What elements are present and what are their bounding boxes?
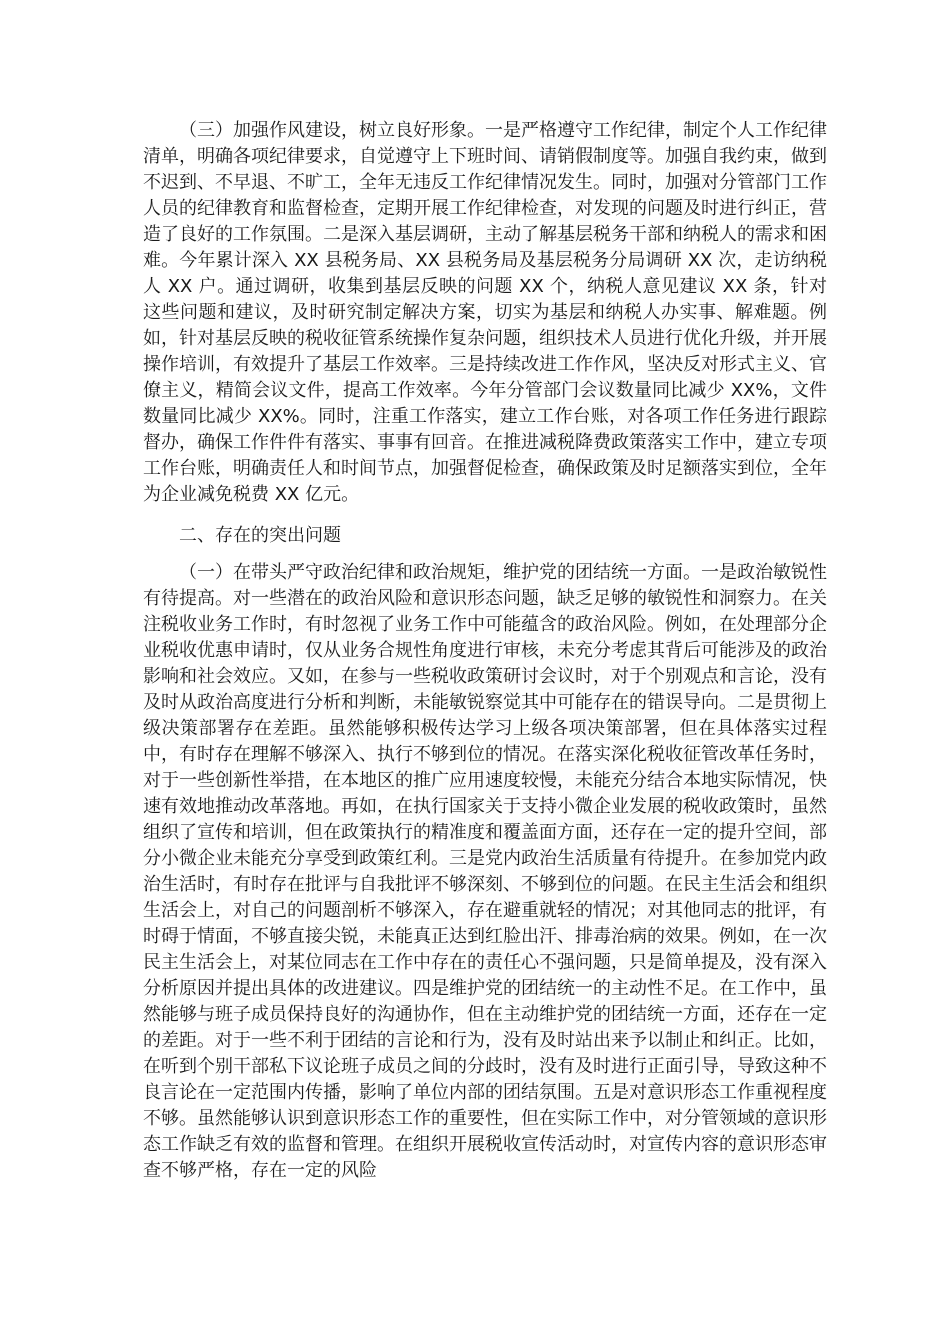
body-paragraph-work-style: （三）加强作风建设，树立良好形象。一是严格遵守工作纪律，制定个人工作纪律清单，明确各项纪律要求，自觉遵守上下班时间、请销假制度等。加强自我约束，做到不迟到、不早退、不旷工，全年无违反工作纪律情况发生。同时，加强对分管部门工作人员的纪律教育和监督检查，定期开展工作纪律检查，对发现的问题及时进行纠正，营造了良好的工作氛围。二是深入基层调研，主动了解基层税务干部和纳税人的需求和困难。今年累计深入 XX 县税务局、XX 县税务局及基层税务分局调研 XX 次，走访纳税人 XX 户。通过调研，收集到基层反映的问题 XX 个，纳税人意见建议 XX 条，针对这些问题和建议，及时研究制定解决方案，切实为基层和纳税人办实事、解难题。例如，针对基层反映的税收征管系统操作复杂问题，组织技术人员进行优化升级，并开展操作培训，有效提升了基层工作效率。三是持续改进工作作风，坚决反对形式主义、官僚主义，精简会议文件，提高工作效率。今年分管部门会议数量同比减少 XX%，文件数量同比减少 XX%。同时，注重工作落实，建立工作台账，对各项工作任务进行跟踪督办，确保工作件件有落实、事事有回音。在推进减税降费政策落实工作中，建立专项工作台账，明确责任人和时间节点，加强督促检查，确保政策及时足额落实到位，全年为企业减免税费 XX 亿元。 — [143, 120, 827, 505]
document-body — [143, 118, 827, 1184]
body-paragraph-political-discipline: （一）在带头严守政治纪律和政治规矩，维护党的团结统一方面。一是政治敏锐性有待提高。对一些潜在的政治风险和意识形态问题，缺乏足够的敏锐性和洞察力。在关注税收业务工作时，有时忽视了业务工作中可能蕴含的政治风险。例如，在处理部分企业税收优惠申请时，仅从业务合规性角度进行审核，未充分考虑其背后可能涉及的政治影响和社会效应。又如，在参与一些税收政策研讨会议时，对于个别观点和言论，没有及时从政治高度进行分析和判断，未能敏锐察觉其中可能存在的错误导向。二是贯彻上级决策部署存在差距。虽然能够积极传达学习上级各项决策部署，但在具体落实过程中，有时存在理解不够深入、执行不够到位的情况。在落实深化税收征管改革任务时，对于一些创新性举措，在本地区的推广应用速度较慢，未能充分结合本地实际情况，快速有效地推动改革落地。再如，在执行国家关于支持小微企业发展的税收政策时，虽然组织了宣传和培训，但在政策执行的精准度和覆盖面方面，还存在一定的提升空间，部分小微企业未能充分享受到政策红利。三是党内政治生活质量有待提升。在参加党内政治生活时，有时存在批评与自我批评不够深刻、不够到位的问题。在民主生活会和组织生活会上，对自己的问题剖析不够深入，存在避重就轻的情况；对其他同志的批评，有时碍于情面，不够直接尖锐，未能真正达到红脸出汗、排毒治病的效果。例如，在一次民主生活会上，对某位同志在工作中存在的责任心不强问题，只是简单提及，没有深入分析原因并提出具体的改进建议。四是维护党的团结统一的主动性不足。在工作中，虽然能够与班子成员保持良好的沟通协作，但在主动维护党的团结统一方面，还存在一定的差距。对于一些不利于团结的言论和行为，没有及时站出来予以制止和纠正。比如，在听到个别干部私下议论班子成员之间的分歧时，没有及时进行正面引导，导致这种不良言论在一定范围内传播，影响了单位内部的团结氛围。五是对意识形态工作重视程度不够。虽然能够认识到意识形态工作的重要性，但在实际工作中，对分管领域的意识形态工作缺乏有效的监督和管理。在组织开展税收宣传活动时，对宣传内容的意识形态审查不够严格，存在一定的风险 — [143, 562, 827, 1181]
section-heading-problems: 二、存在的突出问题 — [179, 525, 341, 546]
